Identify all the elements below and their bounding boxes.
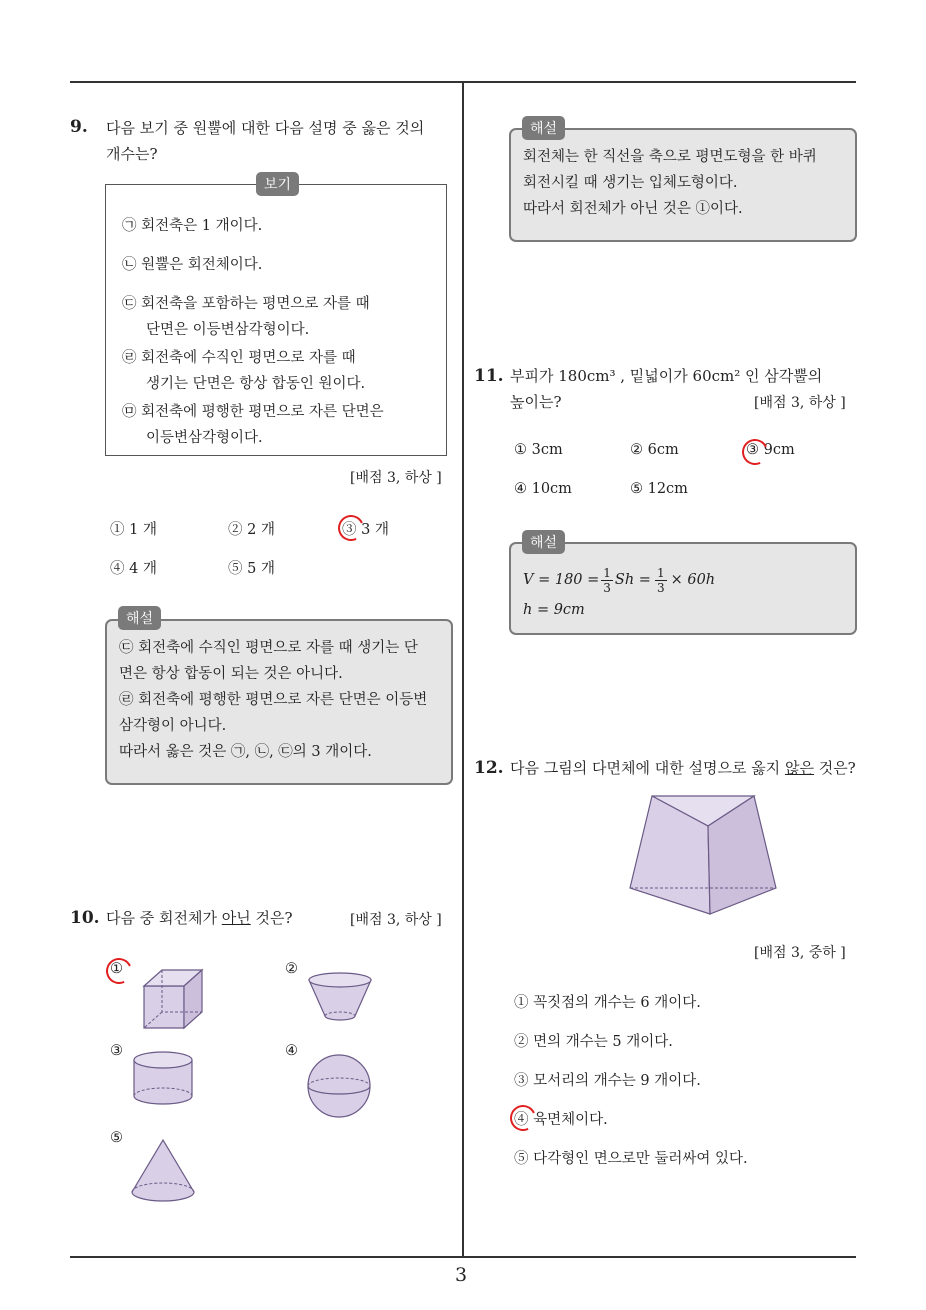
q10-solution-line: 회전시킬 때 생기는 입체도형이다. xyxy=(523,175,738,191)
q10-text xyxy=(106,905,293,932)
frustum-icon xyxy=(305,970,375,1022)
q12-text xyxy=(510,755,856,782)
q11-solution-line2: h = 9cm xyxy=(523,602,585,618)
q12-choice-3[interactable]: ③ 모서리의 개수는 9 개이다. xyxy=(514,1073,701,1089)
q9-bogi-label: 보기 xyxy=(256,172,299,196)
q9-choice-1[interactable]: ① 1 개 xyxy=(110,522,157,538)
q10-text-before: 다음 중 회전체가 xyxy=(106,909,222,927)
q9-solution-line: 따라서 옳은 것은 ㉠, ㉡, ㉢의 3 개이다. xyxy=(119,744,372,760)
q11-choice-2[interactable]: ② 6cm xyxy=(630,442,679,458)
q11-choice-4[interactable]: ④ 10cm xyxy=(514,481,572,497)
q11-solution-box xyxy=(509,542,857,635)
q11-choice-3[interactable]: ③ 9cm xyxy=(746,442,795,458)
q12-text-underline: 않은 xyxy=(784,759,814,777)
q10-score: [배점 3, 하상 ] xyxy=(350,912,442,928)
q11-frac-den: 3 xyxy=(603,580,611,595)
q11-solution-eq-c: × 60h xyxy=(670,572,716,588)
q11-frac-num: 1 xyxy=(603,565,611,580)
q12-number: 12. xyxy=(474,758,504,778)
cone-icon xyxy=(128,1138,198,1204)
q11-choice-5[interactable]: ⑤ 12cm xyxy=(630,481,688,497)
q11-solution-eq-b: Sh = xyxy=(614,572,651,588)
q12-text-before: 다음 그림의 다면체에 대한 설명으로 옳지 xyxy=(510,759,785,777)
q10-answer-mark-icon xyxy=(102,954,135,987)
q10-solution-box xyxy=(509,128,857,242)
q10-choice-5[interactable]: ⑤ xyxy=(110,1130,123,1146)
q9-solution-line: 삼각형이 아니다. xyxy=(119,718,227,734)
q9-text-line2: 개수는? xyxy=(106,145,158,163)
page-number: 3 xyxy=(455,1264,468,1286)
q9-solution-label: 해설 xyxy=(118,606,161,630)
q9-solution-line: ㉣ 회전축에 평행한 평면으로 자른 단면은 이등변 xyxy=(119,692,428,708)
q12-answer-mark-icon xyxy=(506,1101,539,1134)
q9-answer-mark-icon xyxy=(334,511,367,544)
column-divider xyxy=(462,82,464,1257)
q11-score: [배점 3, 하상 ] xyxy=(754,395,846,411)
q10-number: 10. xyxy=(70,908,100,928)
q9-bogi-item: ㉤ 회전축에 평행한 평면으로 자른 단면은 xyxy=(122,404,384,420)
q10-text-after: 것은? xyxy=(250,909,293,927)
q9-bogi-item: 생기는 단면은 항상 합동인 원이다. xyxy=(146,376,366,392)
q10-text-underline: 아닌 xyxy=(221,909,251,927)
q11-text-line1: 부피가 180cm³ , 밑넓이가 60cm² 인 삼각뿔의 xyxy=(510,367,823,385)
q9-solution-box xyxy=(105,619,453,785)
bottom-rule xyxy=(70,1256,856,1258)
q10-solution-label: 해설 xyxy=(522,116,565,140)
q9-bogi-item: 단면은 이등변삼각형이다. xyxy=(146,322,310,338)
q9-bogi-item: ㉡ 원뿔은 회전체이다. xyxy=(122,257,263,273)
q9-choice-5[interactable]: ⑤ 5 개 xyxy=(228,561,275,577)
q9-text-line1: 다음 보기 중 원뿔에 대한 다음 설명 중 옳은 것의 xyxy=(106,119,425,137)
q11-solution-eq-a: V = 180 = xyxy=(523,572,600,588)
q9-bogi-item: ㉣ 회전축에 수직인 평면으로 자를 때 xyxy=(122,350,356,366)
q9-bogi-item: ㉢ 회전축을 포함하는 평면으로 자를 때 xyxy=(122,296,370,312)
q10-solution-line: 회전체는 한 직선을 축으로 평면도형을 한 바퀴 xyxy=(523,149,817,165)
q11-number: 11. xyxy=(474,366,504,386)
cube-icon xyxy=(140,968,210,1030)
q9-bogi-item: 이등변삼각형이다. xyxy=(146,430,263,446)
q11-frac-num-2: 1 xyxy=(656,565,665,580)
q9-solution-line: ㉢ 회전축에 수직인 평면으로 자를 때 생기는 단 xyxy=(119,640,418,656)
q9-choice-4[interactable]: ④ 4 개 xyxy=(110,561,157,577)
q12-score: [배점 3, 중하 ] xyxy=(754,945,846,961)
q9-choice-3[interactable]: ③ 3 개 xyxy=(342,522,389,538)
q10-choice-2[interactable]: ② xyxy=(285,961,298,977)
cylinder-icon xyxy=(130,1050,196,1108)
q11-text-line2: 높이는? xyxy=(510,393,562,411)
sphere-icon xyxy=(305,1052,373,1120)
q12-text-after: 것은? xyxy=(813,759,856,777)
q12-choice-4[interactable]: ④ 육면체이다. xyxy=(514,1112,608,1128)
q11-choice-1[interactable]: ① 3cm xyxy=(514,442,563,458)
q9-solution-line: 면은 항상 합동이 되는 것은 아니다. xyxy=(119,666,343,682)
triangular-frustum-icon xyxy=(628,792,778,917)
q9-choice-2[interactable]: ② 2 개 xyxy=(228,522,275,538)
q11-solution-label: 해설 xyxy=(522,530,565,554)
q10-choice-3[interactable]: ③ xyxy=(110,1043,123,1059)
q12-choice-2[interactable]: ② 면의 개수는 5 개이다. xyxy=(514,1034,673,1050)
q10-choice-1[interactable]: ① xyxy=(110,961,123,977)
q12-choice-5[interactable]: ⑤ 다각형인 면으로만 둘러싸여 있다. xyxy=(514,1151,748,1167)
q9-score: [배점 3, 하상 ] xyxy=(350,470,442,486)
q10-choice-4[interactable]: ④ xyxy=(285,1043,298,1059)
q11-answer-mark-icon xyxy=(738,435,771,468)
q9-number: 9. xyxy=(70,117,88,137)
q10-solution-line: 따라서 회전체가 아닌 것은 ①이다. xyxy=(523,201,743,217)
q9-bogi-item: ㉠ 회전축은 1 개이다. xyxy=(122,218,263,234)
q12-choice-1[interactable]: ① 꼭짓점의 개수는 6 개이다. xyxy=(514,995,701,1011)
q11-frac-den-2: 3 xyxy=(656,580,665,595)
